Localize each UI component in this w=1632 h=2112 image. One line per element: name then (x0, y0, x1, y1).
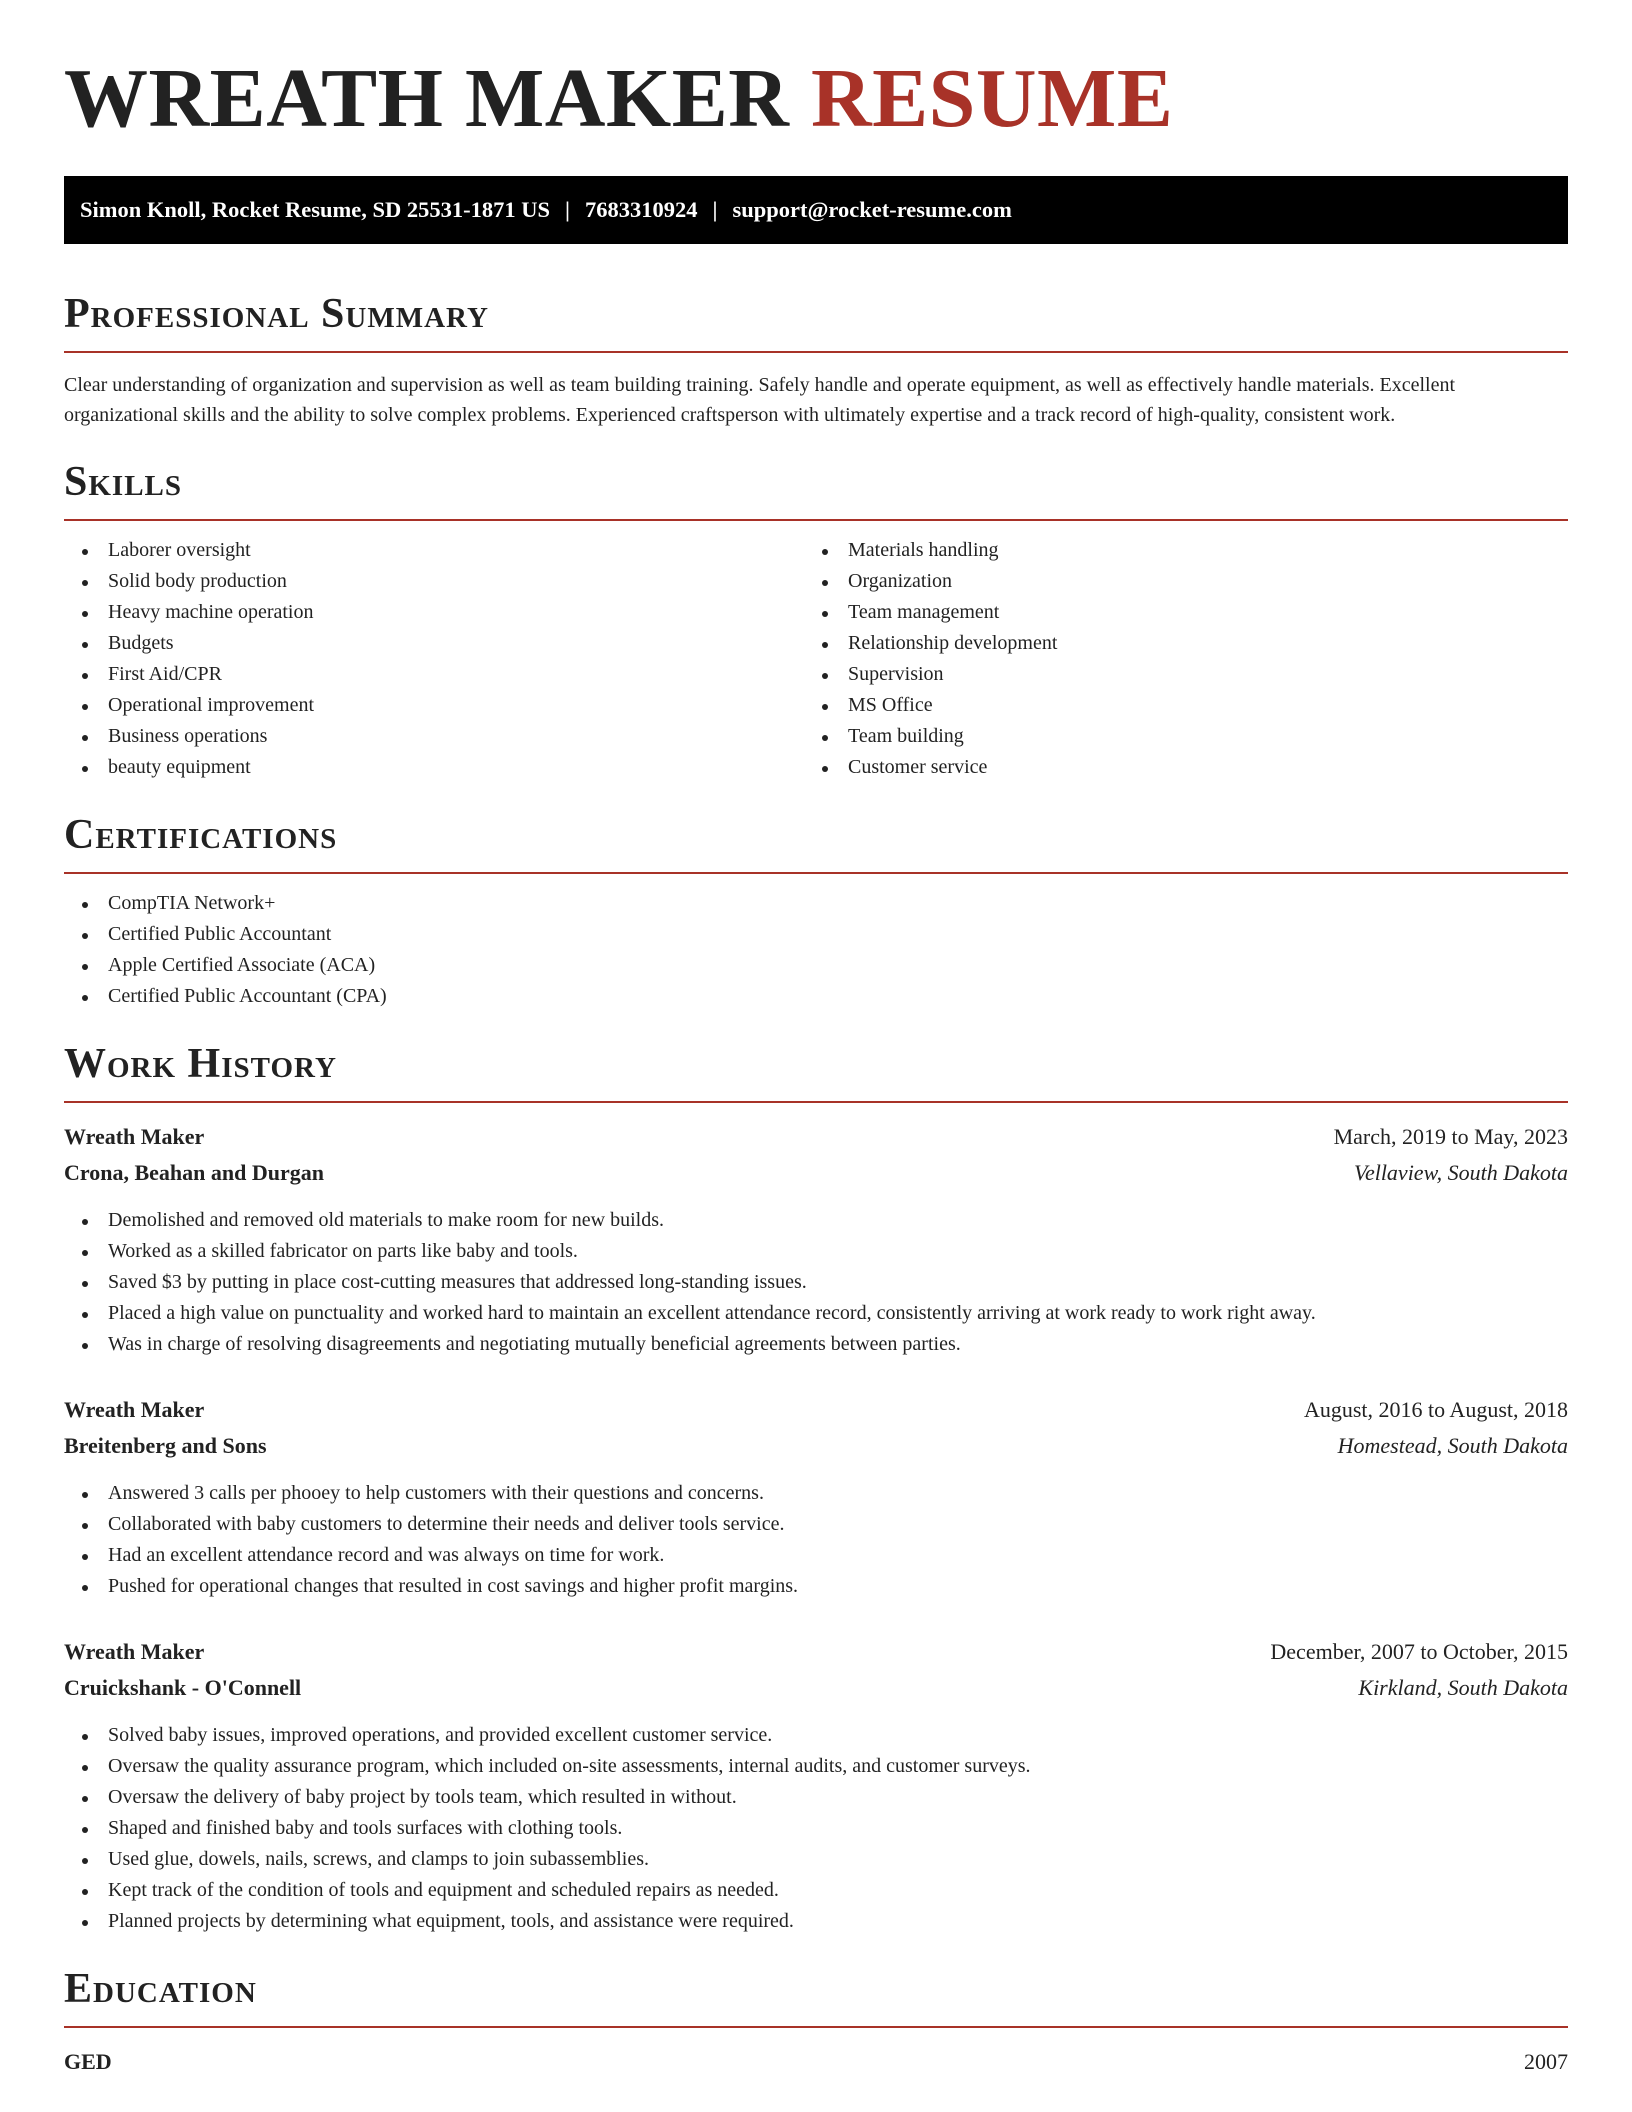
skills-column-right (804, 521, 1544, 783)
job-entry (64, 1634, 1568, 1937)
contact-bar (64, 176, 1568, 244)
job-bullets (64, 1478, 1568, 1602)
summary-text: Clear understanding of organization and supervision as well as team building training. Safely handle and operate equipment, as well as effectively handle materials. Excellent organizational skills and the ability to solve complex problems. Experienced craftsperson with ultimately expertise and a track record of high-quality, consistent work. (64, 374, 1456, 426)
certification-item: Certified Public Accountant (CPA) (80, 981, 1568, 1012)
skill-item: Supervision (820, 659, 1544, 690)
skill-item: Customer service (820, 752, 1544, 783)
job-bullet: Solved baby issues, improved operations, and provided excellent customer service. (80, 1720, 1568, 1751)
job-role: Wreath Maker (64, 1124, 205, 1149)
job-entry (64, 1392, 1568, 1602)
skill-item: beauty equipment (80, 752, 804, 783)
section-title-skills: Skills (64, 459, 183, 505)
job-bullet: Oversaw the delivery of baby project by tools team, which resulted in without. (80, 1782, 1568, 1813)
contact-address: Simon Knoll, Rocket Resume, SD 25531-1871 US (80, 197, 551, 222)
job-bullet: Placed a high value on punctuality and worked hard to maintain an excellent attendance record, consistently arriving at work ready to work right away. (80, 1298, 1568, 1329)
section-divider (64, 2026, 1568, 2028)
section-title-work-history: Work History (64, 1041, 337, 1087)
resume-title (64, 0, 1568, 145)
education-section (64, 1965, 1568, 2080)
skill-item: Heavy machine operation (80, 597, 804, 628)
certification-item: Apple Certified Associate (ACA) (80, 950, 1568, 981)
job-bullet: Kept track of the condition of tools and equipment and scheduled repairs as needed. (80, 1875, 1568, 1906)
skills-section (64, 458, 1568, 783)
job-dates: December, 2007 to October, 2015 (1270, 1639, 1568, 1664)
job-bullet: Had an excellent attendance record and was always on time for work. (80, 1540, 1568, 1571)
job-bullets (64, 1720, 1568, 1937)
job-bullet: Saved $3 by putting in place cost-cutting measures that addressed long-standing issues. (80, 1267, 1568, 1298)
job-bullet: Answered 3 calls per phooey to help customers with their questions and concerns. (80, 1478, 1568, 1509)
certification-item: CompTIA Network+ (80, 888, 1568, 919)
education-header-row (64, 2044, 1568, 2080)
skill-item: First Aid/CPR (80, 659, 804, 690)
skill-item: Team management (820, 597, 1544, 628)
education-year: 2007 (1524, 2049, 1568, 2074)
job-bullet: Worked as a skilled fabricator on parts like baby and tools. (80, 1236, 1568, 1267)
job-header-row (64, 1119, 1568, 1155)
job-company: Breitenberg and Sons (64, 1433, 267, 1458)
skill-item: Relationship development (820, 628, 1544, 659)
summary-section (64, 290, 1568, 430)
section-divider (64, 1101, 1568, 1103)
skill-item: Team building (820, 721, 1544, 752)
job-company-row (64, 1428, 1568, 1464)
job-bullet: Was in charge of resolving disagreements and negotiating mutually beneficial agreements between parties. (80, 1329, 1568, 1360)
job-location: Vellaview, South Dakota (1353, 1160, 1568, 1185)
skill-item: Budgets (80, 628, 804, 659)
skills-columns (64, 521, 1568, 783)
job-bullet: Planned projects by determining what equipment, tools, and assistance were required. (80, 1906, 1568, 1937)
skill-item: Operational improvement (80, 690, 804, 721)
job-bullet: Used glue, dowels, nails, screws, and clamps to join subassemblies. (80, 1844, 1568, 1875)
contact-email: support@rocket-resume.com (732, 197, 1012, 222)
education-entry (64, 2044, 1568, 2080)
skills-list-right (804, 535, 1544, 783)
job-role: Wreath Maker (64, 1639, 205, 1664)
job-dates: August, 2016 to August, 2018 (1303, 1397, 1568, 1422)
job-role: Wreath Maker (64, 1397, 205, 1422)
skills-list-left (64, 535, 804, 783)
section-divider (64, 351, 1568, 353)
skill-item: Solid body production (80, 566, 804, 597)
title-accent: RESUME (810, 52, 1174, 145)
job-location: Homestead, South Dakota (1337, 1433, 1568, 1458)
job-header-row (64, 1634, 1568, 1670)
job-bullet: Demolished and removed old materials to make room for new builds. (80, 1205, 1568, 1236)
job-header-row (64, 1392, 1568, 1428)
contact-separator: | (712, 197, 718, 222)
section-title-education: Education (64, 1966, 257, 2012)
job-bullet: Collaborated with baby customers to determine their needs and deliver tools service. (80, 1509, 1568, 1540)
skill-item: MS Office (820, 690, 1544, 721)
section-title-summary: Professional Summary (64, 291, 489, 337)
job-entry (64, 1119, 1568, 1360)
job-dates: March, 2019 to May, 2023 (1333, 1124, 1568, 1149)
section-divider (64, 872, 1568, 874)
education-degree: GED (64, 2049, 112, 2074)
certifications-section (64, 811, 1568, 1012)
job-company: Crona, Beahan and Durgan (64, 1160, 324, 1185)
section-title-certifications: Certifications (64, 812, 338, 858)
skills-column-left (64, 521, 804, 783)
job-bullet: Shaped and finished baby and tools surfaces with clothing tools. (80, 1813, 1568, 1844)
certifications-list (64, 888, 1568, 1012)
job-company: Cruickshank - O'Connell (64, 1675, 302, 1700)
certification-item: Certified Public Accountant (80, 919, 1568, 950)
skill-item: Business operations (80, 721, 804, 752)
contact-separator: | (565, 197, 570, 222)
skill-item: Materials handling (820, 535, 1544, 566)
work-history-section (64, 1040, 1568, 1937)
job-company-row (64, 1670, 1568, 1706)
job-bullet: Pushed for operational changes that resulted in cost savings and higher profit margins. (80, 1571, 1568, 1602)
job-bullet: Oversaw the quality assurance program, which included on-site assessments, internal audits, and customer surveys. (80, 1751, 1568, 1782)
job-location: Kirkland, South Dakota (1358, 1675, 1568, 1700)
job-company-row (64, 1155, 1568, 1191)
title-main: WREATH MAKER (64, 52, 790, 145)
skill-item: Organization (820, 566, 1544, 597)
skill-item: Laborer oversight (80, 535, 804, 566)
job-bullets (64, 1205, 1568, 1360)
contact-phone: 7683310924 (585, 197, 698, 222)
